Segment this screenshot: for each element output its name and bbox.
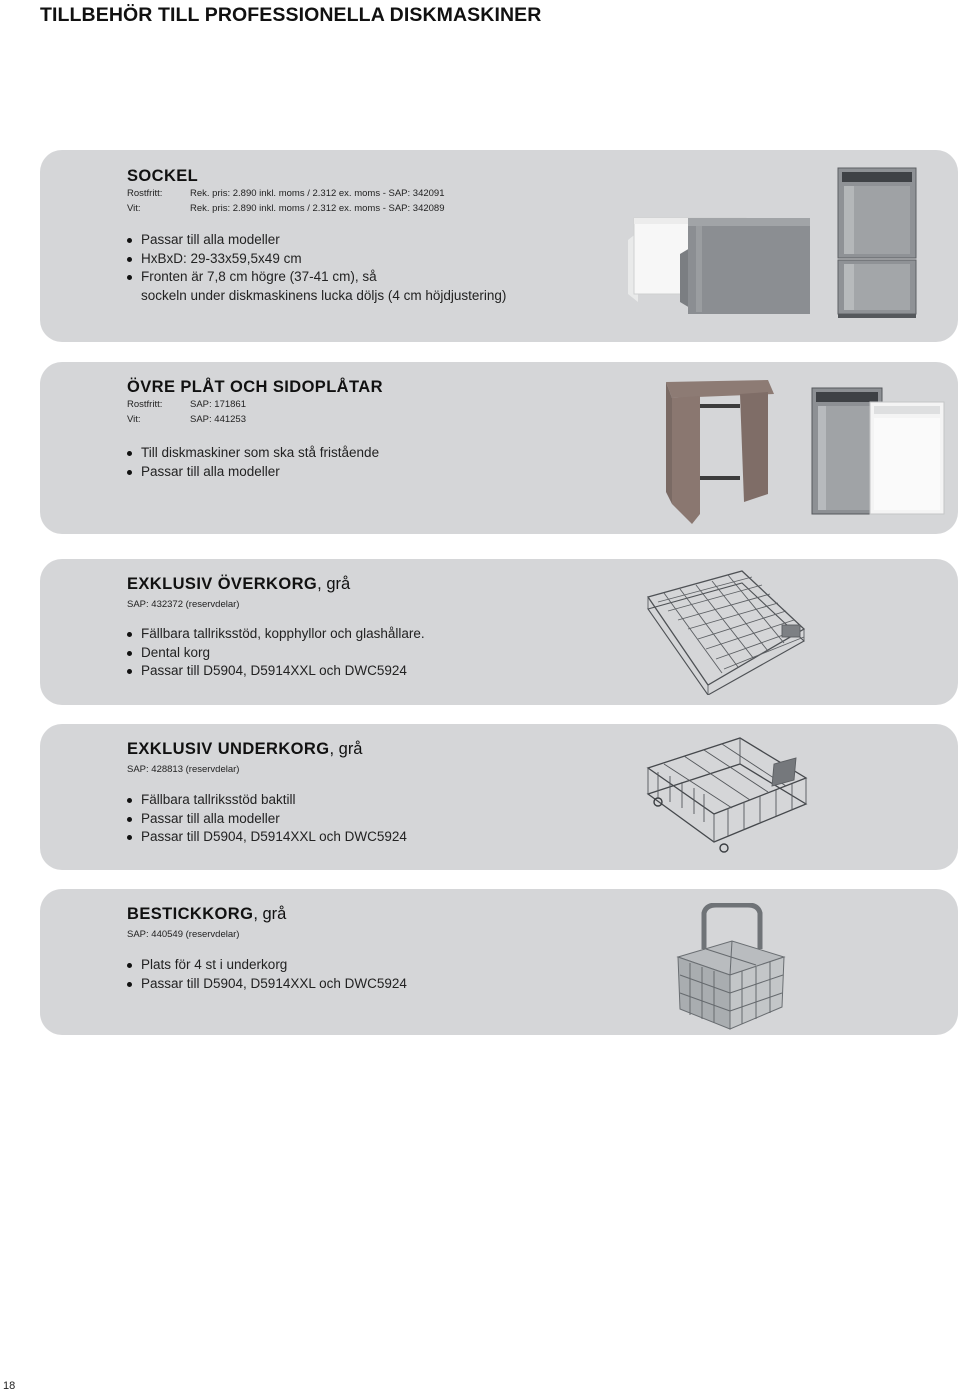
sap-line: SAP: 428813 (reservdelar) (127, 764, 240, 775)
sap-value: Rek. pris: 2.890 inkl. moms / 2.312 ex. moms - SAP: 342089 (190, 203, 445, 214)
sap-label: Vit: (127, 414, 141, 425)
sap-line: SAP: 432372 (reservdelar) (127, 599, 240, 610)
product-title: ÖVRE PLÅT OCH SIDOPLÅTAR (127, 378, 383, 396)
page-title: TILLBEHÖR TILL PROFESSIONELLA DISKMASKINER (40, 4, 542, 26)
list-item: Plats för 4 st i underkorg (127, 956, 647, 975)
top-and-side-panels-image (660, 374, 952, 524)
feature-list (127, 625, 647, 681)
list-item: Passar till alla modeller (127, 810, 647, 829)
list-item: Passar till D5904, D5914XXL och DWC5924 (127, 975, 647, 994)
list-item: Passar till alla modeller (127, 231, 647, 250)
product-title: EXKLUSIV ÖVERKORG, grå (127, 575, 351, 593)
list-item: Fronten är 7,8 cm högre (37-41 cm), så (127, 268, 647, 287)
sap-row (127, 186, 647, 201)
product-panel-bestickkorg (40, 889, 958, 1035)
list-item: Till diskmaskiner som ska stå fristående (127, 444, 647, 463)
list-item: sockeln under diskmaskinens lucka döljs (4 cm höjdjustering) (141, 287, 507, 303)
product-title: BESTICKKORG, grå (127, 905, 287, 923)
list-item: Fällbara tallriksstöd baktill (127, 791, 647, 810)
product-panel-ovre-plat (40, 362, 958, 534)
feature-list (127, 791, 647, 847)
list-item: HxBxD: 29-33x59,5x49 cm (127, 250, 647, 269)
feature-list (127, 956, 647, 993)
sap-label: Rostfritt: (127, 399, 163, 410)
product-panel-overkorg (40, 559, 958, 705)
feature-list (127, 444, 647, 481)
page-number: 18 (3, 1380, 16, 1392)
list-item: Passar till alla modeller (127, 463, 647, 482)
sap-value: Rek. pris: 2.890 inkl. moms / 2.312 ex. moms - SAP: 342091 (190, 188, 445, 199)
sap-label: Vit: (127, 203, 141, 214)
product-title: EXKLUSIV UNDERKORG, grå (127, 740, 363, 758)
list-item: Passar till D5904, D5914XXL och DWC5924 (127, 828, 647, 847)
list-item: Passar till D5904, D5914XXL och DWC5924 (127, 662, 647, 681)
sap-row (127, 412, 647, 427)
sap-value: SAP: 441253 (190, 414, 246, 425)
lower-basket-image (644, 734, 814, 860)
list-item: Fällbara tallriksstöd, kopphyllor och glashållare. (127, 625, 647, 644)
sap-row (127, 201, 647, 216)
product-title: SOCKEL (127, 167, 199, 185)
cutlery-basket-image (676, 903, 786, 1031)
plinth-and-dishwasher-image (628, 162, 928, 334)
sap-row (127, 397, 647, 412)
product-panel-underkorg (40, 724, 958, 870)
sap-line: SAP: 440549 (reservdelar) (127, 929, 240, 940)
sap-value: SAP: 171861 (190, 399, 246, 410)
upper-basket-image (644, 567, 814, 695)
product-panel-sockel (40, 150, 958, 342)
sap-label: Rostfritt: (127, 188, 163, 199)
feature-list (127, 231, 647, 305)
list-item: Dental korg (127, 644, 647, 663)
